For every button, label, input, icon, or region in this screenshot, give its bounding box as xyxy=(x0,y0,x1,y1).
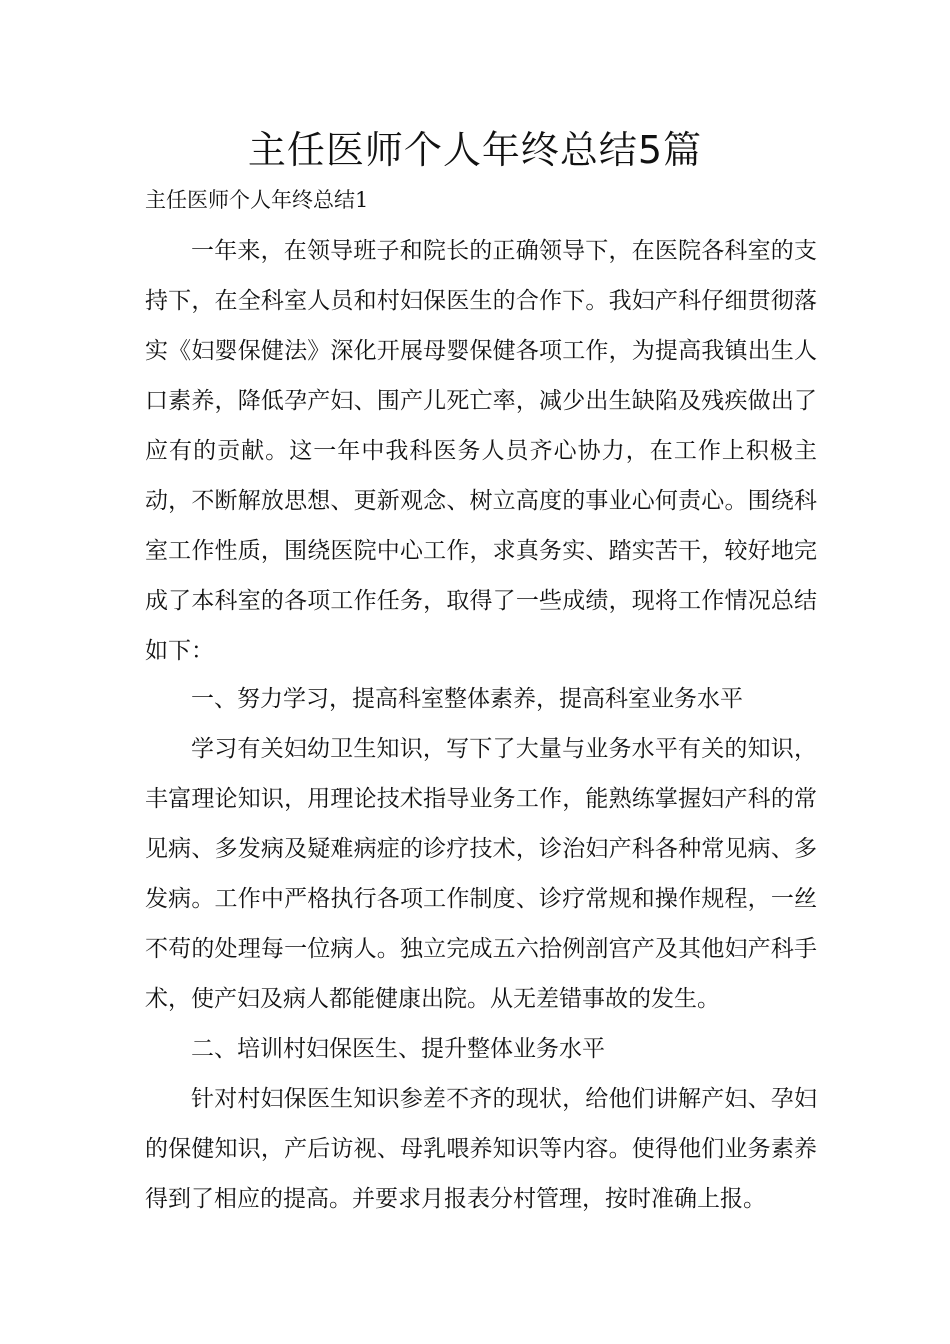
paragraph-section-2: 针对村妇保医生知识参差不齐的现状，给他们讲解产妇、孕妇的保健知识，产后访视、母乳喂养知识等内容。使得他们业务素养得到了相应的提高。并要求月报表分村管理，按时准确上报。 xyxy=(145,1086,817,1212)
paragraph-intro: 一年来，在领导班子和院长的正确领导下，在医院各科室的支持下，在全科室人员和村妇保医生的合作下。我妇产科仔细贯彻落实《妇婴保健法》深化开展母婴保健各项工作，为提高我镇出生人口素养，降低孕产妇、围产儿死亡率，减少出生缺陷及残疾做出了应有的贡献。这一年中我科医务人员齐心协力，在工作上积极主动，不断解放思想、更新观念、树立高度的事业心何责心。围绕科室工作性质，围绕医院中心工作，求真务实、踏实苦干，较好地完成了本科室的各项工作任务，取得了一些成绩，现将工作情况总结如下： xyxy=(145,238,817,664)
paragraph-section-1: 学习有关妇幼卫生知识，写下了大量与业务水平有关的知识，丰富理论知识，用理论技术指导业务工作，能熟练掌握妇产科的常见病、多发病及疑难病症的诊疗技术，诊治妇产科各种常见病、多发病。工作中严格执行各项工作制度、诊疗常规和操作规程，一丝不苟的处理每一位病人。独立完成五六拾例剖宫产及其他妇产科手术，使产妇及病人都能健康出院。从无差错事故的发生。 xyxy=(145,736,817,1012)
document-title: 主任医师个人年终总结5篇 xyxy=(247,128,703,172)
section-heading-1: 一、努力学习，提高科室整体素养，提高科室业务水平 xyxy=(191,686,743,712)
section-heading-2: 二、培训村妇保医生、提升整体业务水平 xyxy=(191,1036,605,1062)
document-subtitle: 主任医师个人年终总结1 xyxy=(145,188,369,212)
